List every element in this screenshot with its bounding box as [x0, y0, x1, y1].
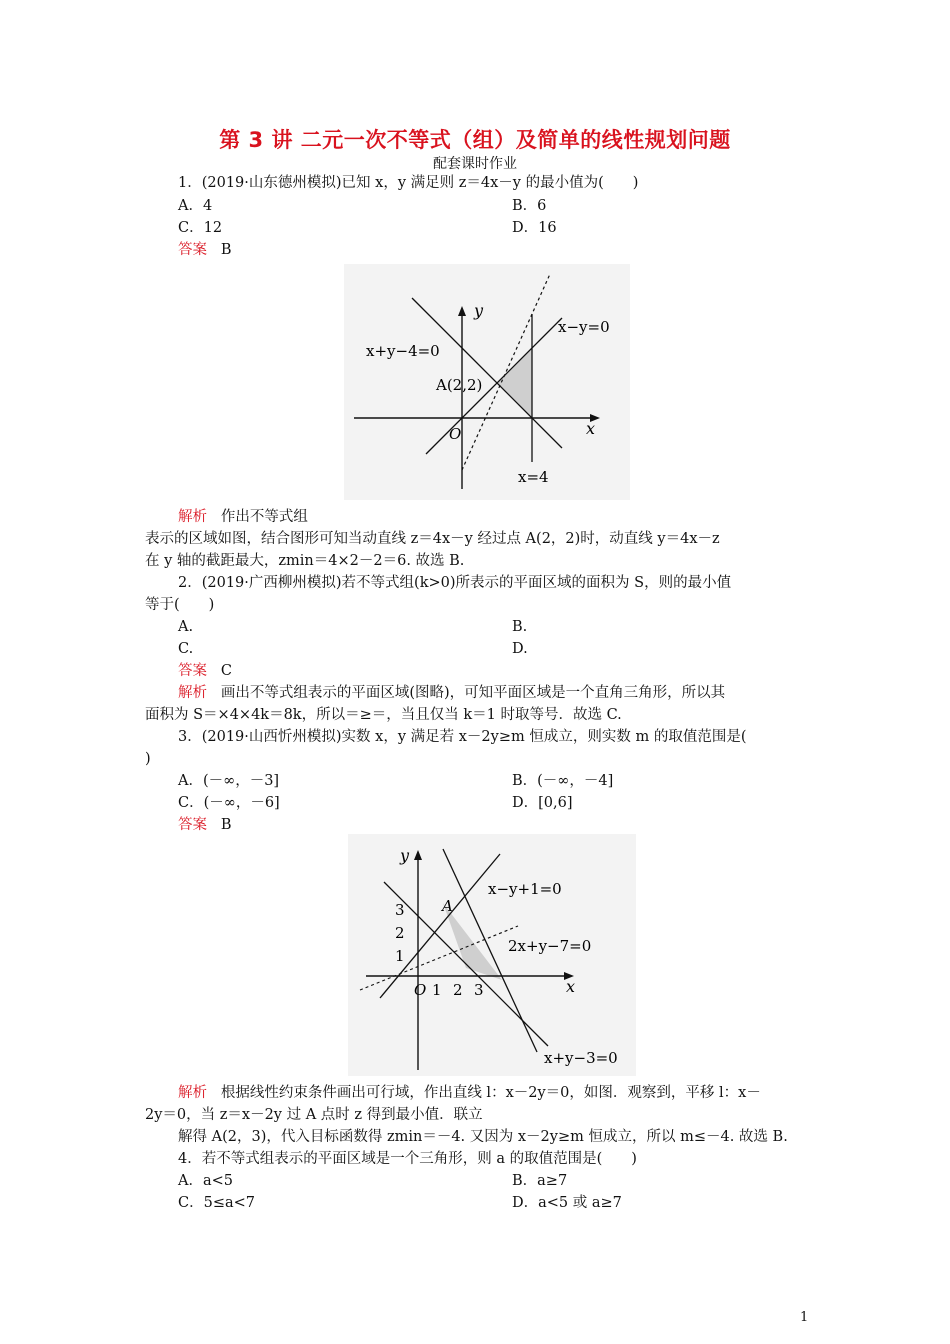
q4-stem: 4．若不等式组表示的平面区域是一个三角形，则 a 的取值范围是( ) — [178, 1151, 637, 1167]
q2-option-b: B. — [512, 619, 528, 635]
q3-x-tick-3: 3 — [474, 981, 484, 999]
q2-answer-value: C — [220, 663, 232, 679]
q3-x-tick-2: 2 — [453, 981, 463, 999]
q3-y-label: y — [400, 846, 410, 865]
q1-x-label: x — [586, 419, 596, 438]
q3-option-b: B．(－∞，－4] — [512, 773, 614, 789]
analysis-label: 解析 — [178, 509, 207, 525]
q1-stem: 1．(2019·山东德州模拟)已知 x，y 满足则 z＝4x－y 的最小值为( ) — [178, 175, 639, 191]
q3-y-tick-2: 2 — [395, 924, 405, 942]
q4-option-d: D．a<5 或 a≥7 — [512, 1195, 622, 1211]
q3-figure — [348, 834, 636, 1076]
page-number: 1 — [800, 1310, 809, 1325]
q3-y-tick-3: 3 — [395, 901, 405, 919]
q3-answer — [178, 815, 231, 835]
q1-line3-label: x=4 — [518, 468, 549, 486]
q1-answer-value: B — [220, 242, 232, 258]
analysis-label: 解析 — [178, 685, 207, 701]
q2-option-c: C. — [178, 641, 194, 657]
q3-analysis-line3: 解得 A(2，3)，代入目标函数得 zmin＝－4. 又因为 x－2y≥m 恒成立，所以 m≤－4. 故选 B. — [178, 1129, 788, 1145]
q1-point-a-label: A(2,2) — [436, 376, 483, 394]
q1-answer — [178, 240, 231, 260]
q1-option-c: C．12 — [178, 220, 223, 236]
q1-line1-label: x+y−4=0 — [366, 342, 440, 360]
q1-analysis-line1: 解析 作出不等式组 — [178, 509, 308, 525]
q1-analysis-line3: 在 y 轴的截距最大，zmin＝4×2－2＝6. 故选 B. — [145, 553, 465, 569]
q1-y-arrow — [458, 306, 466, 316]
q3-x-label: x — [566, 977, 576, 996]
q3-option-c: C．(－∞，－6] — [178, 795, 280, 811]
q3-option-a: A．(－∞，－3] — [178, 773, 280, 789]
q3-answer-value: B — [220, 817, 232, 833]
q2-option-d: D. — [512, 641, 528, 657]
q3-stem-line2: ) — [145, 751, 151, 767]
q1-option-a: A．4 — [178, 198, 213, 214]
q1-option-b: B．6 — [512, 198, 547, 214]
q3-option-d: D．[0,6] — [512, 795, 573, 811]
q1-line2-label: x−y=0 — [558, 318, 610, 336]
q1-y-label: y — [474, 301, 484, 320]
q2-stem-line2: 等于( ) — [145, 597, 215, 613]
page-subtitle: 配套课时作业 — [433, 156, 517, 172]
answer-label: 答案 — [178, 663, 207, 679]
q1-feasible-region — [497, 348, 532, 418]
q1-figure — [344, 264, 630, 500]
q2-analysis-line2: 面积为 S＝×4×4k＝8k，所以＝≥＝，当且仅当 k＝1 时取等号．故选 C. — [145, 707, 622, 723]
q4-option-c: C．5≤a<7 — [178, 1195, 255, 1211]
q3-y-arrow — [414, 850, 422, 860]
answer-label: 答案 — [178, 242, 207, 258]
q3-analysis-line1: 解析 根据线性约束条件画出可行域，作出直线 l：x－2y＝0，如图．观察到，平移 l：x－ — [178, 1085, 761, 1101]
page-title: 第 3 讲 二元一次不等式（组）及简单的线性规划问题 — [219, 128, 731, 152]
q3-point-a-label: A — [442, 897, 453, 915]
q1-option-d: D．16 — [512, 220, 557, 236]
q1-analysis-line2: 表示的区域如图，结合图形可知当动直线 z＝4x－y 经过点 A(2，2)时，动直线 y＝4x－z — [145, 531, 720, 547]
q4-option-a: A．a<5 — [178, 1173, 233, 1189]
q4-option-b: B．a≥7 — [512, 1173, 568, 1189]
q2-option-a: A. — [178, 619, 194, 635]
answer-label: 答案 — [178, 817, 207, 833]
q3-analysis-line2: 2y＝0，当 z＝x－2y 过 A 点时 z 得到最小值．联立 — [145, 1107, 483, 1123]
q2-answer — [178, 661, 232, 681]
q3-line3-label: x+y−3=0 — [544, 1049, 618, 1067]
q1-origin-label: O — [449, 425, 462, 443]
q3-stem-line1: 3．(2019·山西忻州模拟)实数 x，y 满足若 x－2y≥m 恒成立，则实数 m 的取值范围是( — [178, 729, 747, 745]
analysis-label: 解析 — [178, 1085, 207, 1101]
q3-x-tick-1: 1 — [432, 981, 442, 999]
q3-origin-label: O — [414, 981, 427, 999]
q3-line2-label: 2x+y−7=0 — [508, 937, 592, 955]
q3-y-tick-1: 1 — [395, 947, 405, 965]
q3-line1-label: x−y+1=0 — [488, 880, 562, 898]
q1-line-x-plus-y-minus-4 — [412, 298, 562, 448]
q2-stem-line1: 2．(2019·广西柳州模拟)若不等式组(k>0)所表示的平面区域的面积为 S，则的最小值 — [178, 575, 732, 591]
q2-analysis-line1: 解析 画出不等式组表示的平面区域(图略)，可知平面区域是一个直角三角形，所以其 — [178, 685, 726, 701]
